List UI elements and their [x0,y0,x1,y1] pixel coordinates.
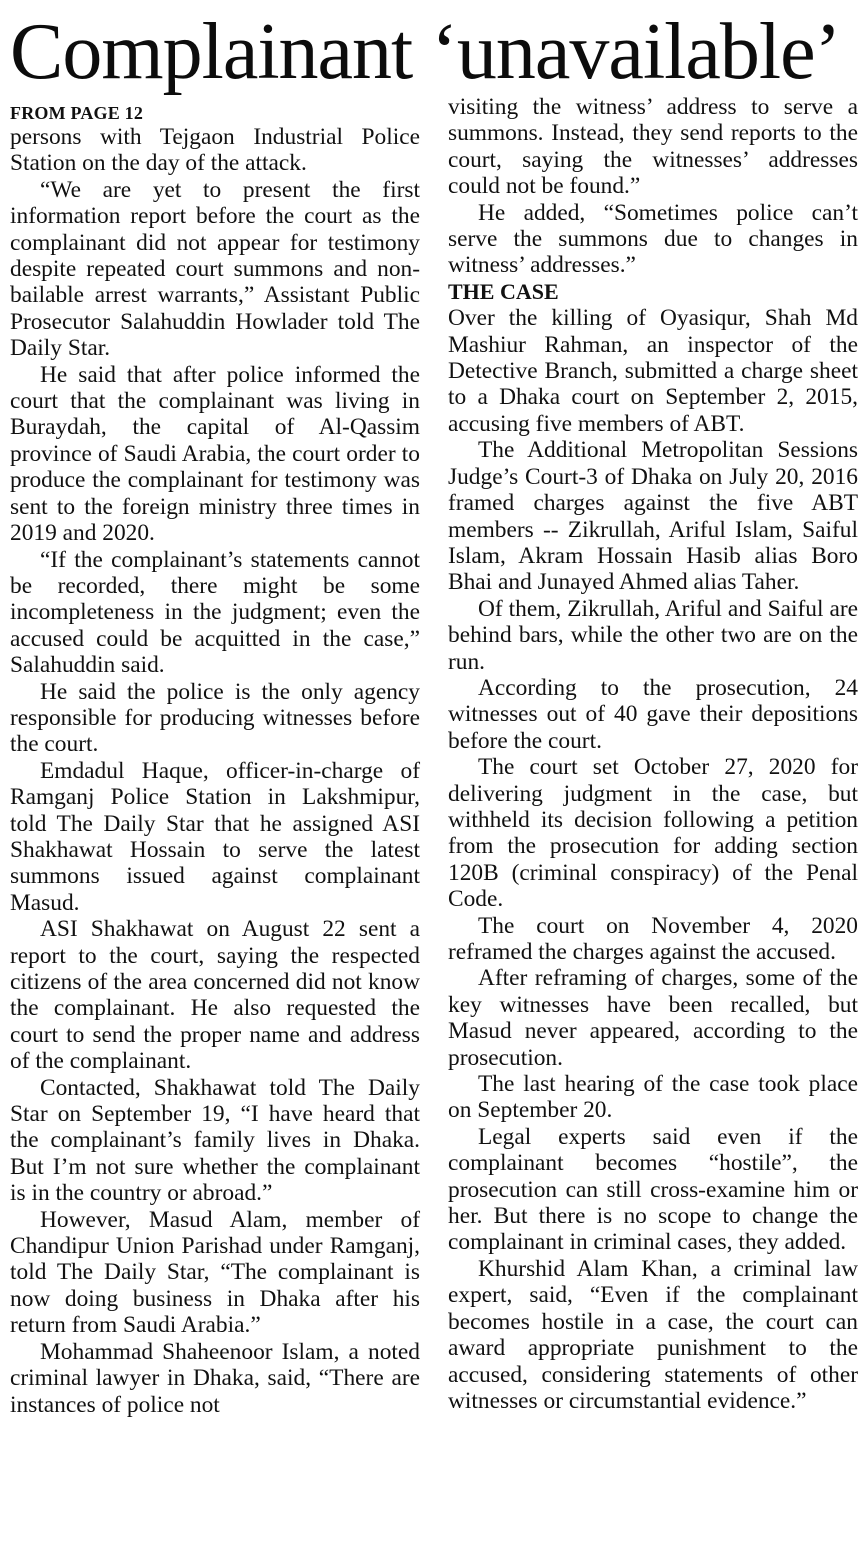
paragraph: He added, “Sometimes police can’t serve the summons due to changes in witness’ addresses.” [448,199,858,279]
paragraph: Khurshid Alam Khan, a criminal law expert, said, “Even if the complainant becomes hostile in a case, the court can award appropriate punishment to the accused, considering statements of other witnesses or circumstantial evidence.” [448,1255,858,1414]
left-column [10,102,420,1418]
paragraph: “We are yet to present the first information report before the court as the complainant did not appear for testimony despite repeated court summons and non-bailable arrest warrants,” Assistant Public Prosecutor Salahuddin Howlader told The Daily Star. [10,176,420,362]
right-column [448,94,858,1414]
paragraph: persons with Tejgaon Industrial Police Station on the day of the attack. [10,124,420,177]
continued-from-kicker: FROM PAGE 12 [10,103,144,123]
paragraph: Emdadul Haque, officer-in-charge of Ramganj Police Station in Lakshmipur, told The Daily Star that he assigned ASI Shakhawat Hossain to serve the latest summons issued against complainant Masud. [10,757,420,916]
paragraph: Legal experts said even if the complainant becomes “hostile”, the prosecution can still cross-examine him or her. But there is no scope to change the complainant in criminal cases, they added. [448,1123,858,1256]
headline: Complainant ‘unavailable’ [10,8,841,96]
paragraph: However, Masud Alam, member of Chandipur Union Parishad under Ramganj, told The Daily Star, “The complainant is now doing business in Dhaka after his return from Saudi Arabia.” [10,1206,420,1339]
paragraph: The court set October 27, 2020 for delivering judgment in the case, but withheld its decision following a petition from the prosecution for adding section 120B (criminal conspiracy) of the Penal Code. [448,754,858,913]
paragraph: The last hearing of the case took place on September 20. [448,1071,858,1124]
paragraph: According to the prosecution, 24 witnesses out of 40 gave their depositions before the court. [448,674,858,754]
paragraph: The Additional Metropolitan Sessions Judge’s Court-3 of Dhaka on July 20, 2016 framed charges against the five ABT members -- Zikrullah, Ariful Islam, Saiful Islam, Akram Hossain Hasib alias Boro Bhai and Junayed Ahmed alias Taher. [448,437,858,596]
paragraph: The court on November 4, 2020 reframed the charges against the accused. [448,912,858,965]
paragraph: Of them, Zikrullah, Ariful and Saiful are behind bars, while the other two are on the run. [448,595,858,675]
paragraph: After reframing of charges, some of the key witnesses have been recalled, but Masud never appeared, according to the prosecution. [448,965,858,1071]
paragraph: Over the killing of Oyasiqur, Shah Md Mashiur Rahman, an inspector of the Detective Branch, submitted a charge sheet to a Dhaka court on September 2, 2015, accusing five members of ABT. [448,305,858,437]
paragraph: Mohammad Shaheenoor Islam, a noted criminal lawyer in Dhaka, said, “There are instances of police not [10,1338,420,1418]
paragraph: visiting the witness’ address to serve a summons. Instead, they send reports to the court, saying the witnesses’ addresses could not be found.” [448,94,858,200]
paragraph: ASI Shakhawat on August 22 sent a report to the court, saying the respected citizens of the area concerned did not know the complainant. He also requested the court to send the proper name and address of the complainant. [10,916,420,1075]
paragraph: Contacted, Shakhawat told The Daily Star on September 19, “I have heard that the complainant’s family lives in Dhaka. But I’m not sure whether the complainant is in the country or abroad.” [10,1074,420,1207]
paragraph: “If the complainant’s statements cannot be recorded, there might be some incompleteness in the judgment; even the accused could be acquitted in the case,” Salahuddin said. [10,546,420,679]
paragraph: He said that after police informed the court that the complainant was living in Buraydah, the capital of Al-Qassim province of Saudi Arabia, the court order to produce the complainant for testimony was sent to the foreign ministry three times in 2019 and 2020. [10,361,420,547]
section-subhead: THE CASE [448,278,559,304]
paragraph: He said the police is the only agency responsible for producing witnesses before the court. [10,678,420,758]
